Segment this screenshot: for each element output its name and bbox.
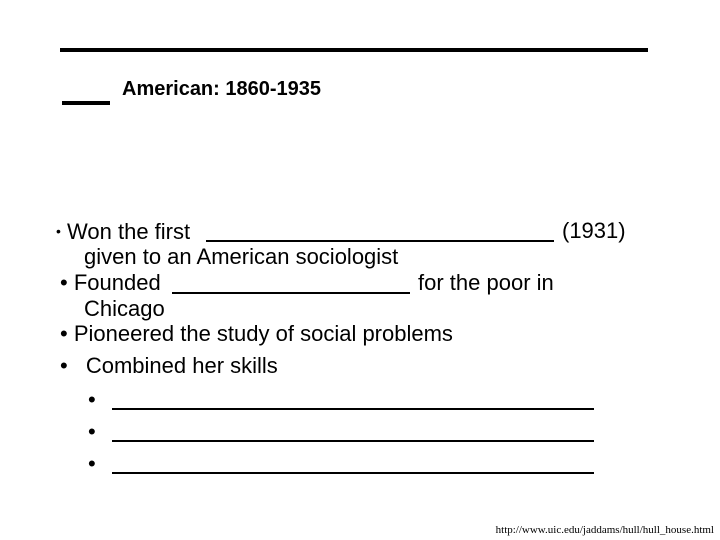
bullet-1-continuation: given to an American sociologist <box>84 244 399 269</box>
bullet-4-text: Combined her skills <box>85 353 278 378</box>
bullet-1-pre: Won the first <box>67 219 191 244</box>
blank-award <box>206 240 554 242</box>
bullet-marker: • <box>60 270 68 295</box>
bullet-marker: • <box>60 353 68 378</box>
top-rule <box>60 48 648 52</box>
bullet-3 <box>60 321 453 347</box>
sub-bullet-3: • <box>88 451 96 476</box>
sub-bullet-2: • <box>88 419 96 444</box>
bullet-marker: • <box>60 321 68 346</box>
slide-title: American: 1860-1935 <box>122 78 322 100</box>
title-blank <box>62 101 110 105</box>
bullet-2-pre: Founded <box>73 270 161 295</box>
bullet-4 <box>60 353 278 379</box>
bullet-1-post: (1931) <box>562 218 626 243</box>
blank-founded <box>172 292 410 294</box>
bullet-2 <box>60 270 161 296</box>
bullet-3-text: Pioneered the study of social problems <box>73 321 453 346</box>
bullet-1 <box>56 218 190 245</box>
sub-blank-3 <box>112 472 594 474</box>
bullet-marker: • <box>56 223 61 239</box>
source-url[interactable]: http://www.uic.edu/jaddams/hull/hull_house.html <box>495 524 714 536</box>
bullet-2-post: for the poor in <box>418 270 554 295</box>
sub-blank-2 <box>112 440 594 442</box>
sub-blank-1 <box>112 408 594 410</box>
sub-bullet-1: • <box>88 387 96 412</box>
bullet-2-continuation: Chicago <box>84 296 165 321</box>
